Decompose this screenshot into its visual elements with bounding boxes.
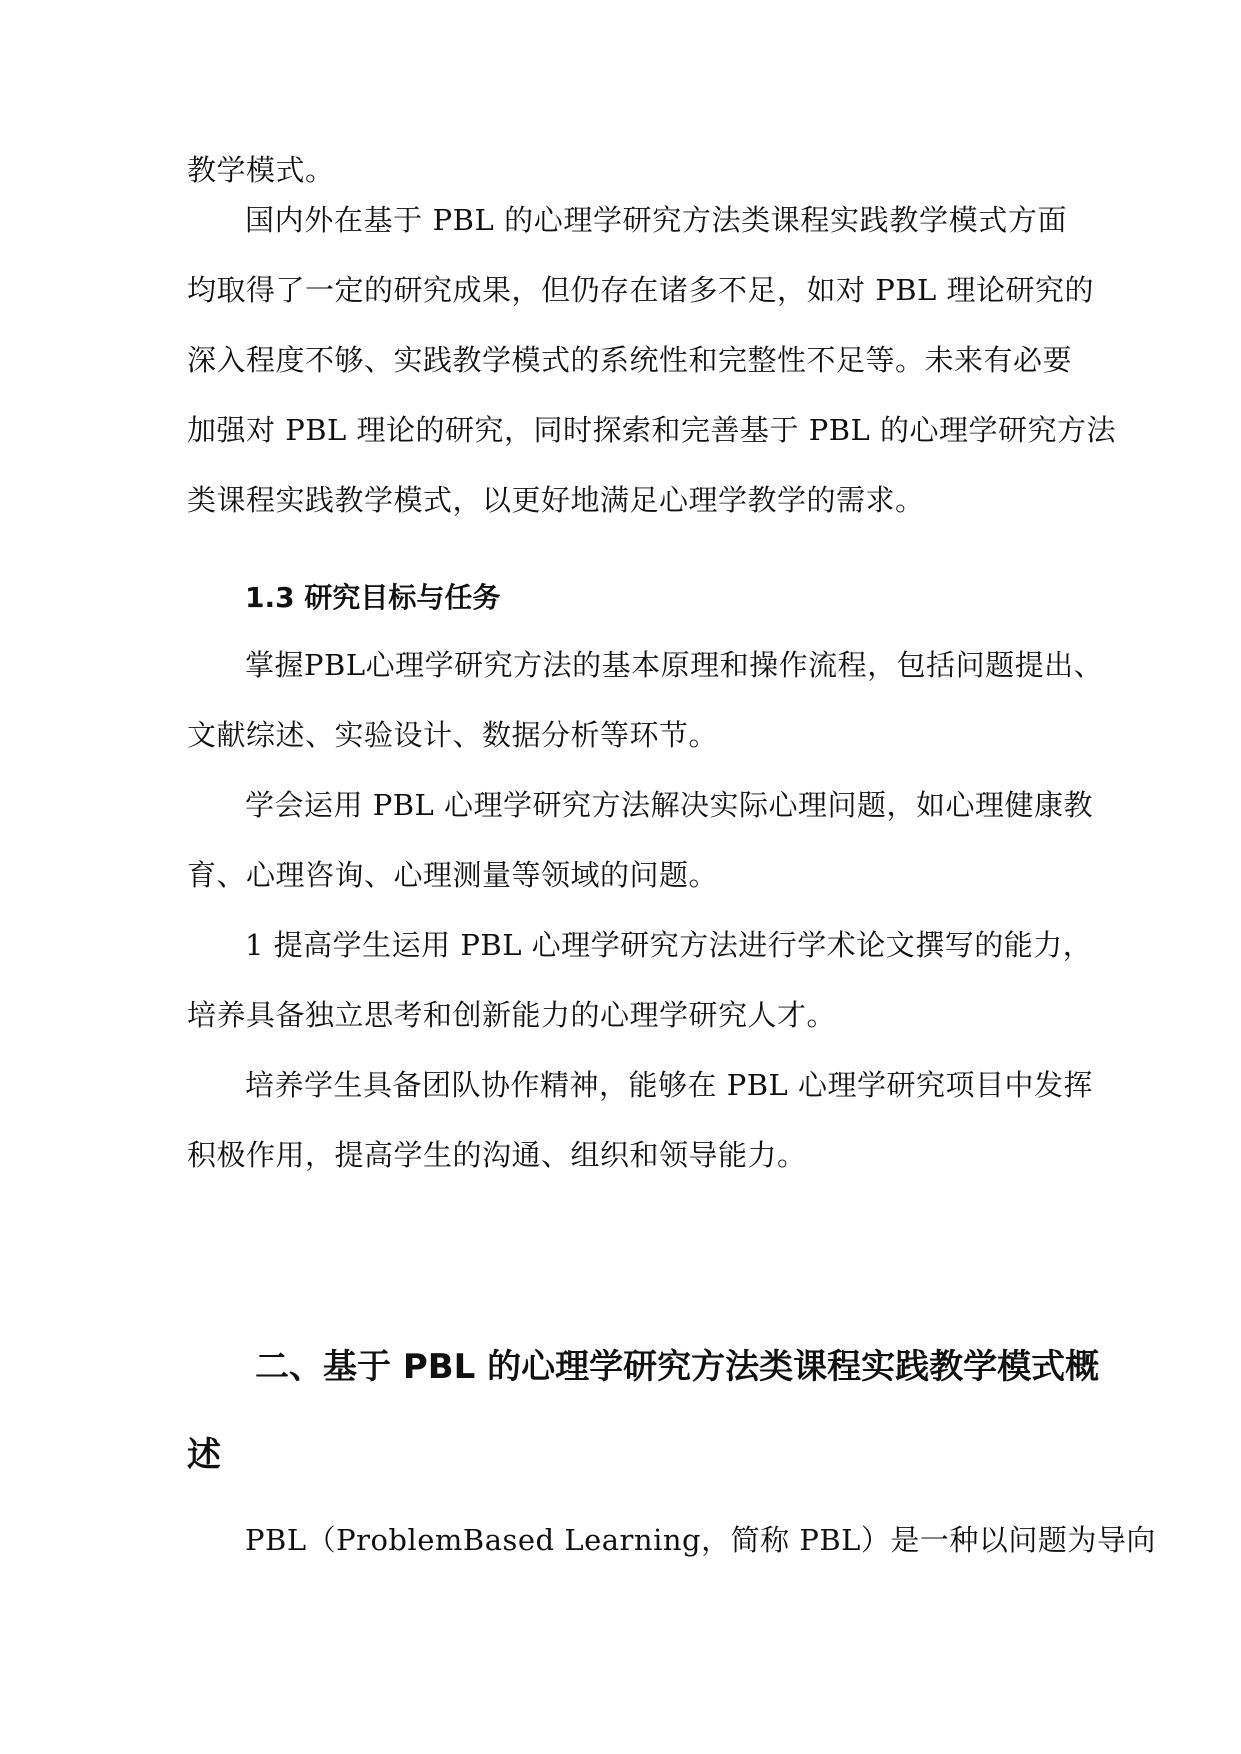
paragraph-line: 掌握PBL心理学研究方法的基本原理和操作流程，包括问题提出、	[245, 648, 1104, 682]
section-heading-line-1: 二、基于 PBL 的心理学研究方法类课程实践教学模式概	[255, 1347, 1100, 1387]
paragraph-line: 国内外在基于 PBL 的心理学研究方法类课程实践教学模式方面	[245, 203, 1067, 237]
paragraph-line: 培养学生具备团队协作精神，能够在 PBL 心理学研究项目中发挥	[245, 1068, 1094, 1102]
section-subheading: 1.3 研究目标与任务	[245, 581, 501, 614]
paragraph-line: 教学模式。	[187, 153, 335, 187]
paragraph-line: 培养具备独立思考和创新能力的心理学研究人才。	[187, 998, 837, 1032]
paragraph-line: 均取得了一定的研究成果，但仍存在诸多不足，如对 PBL 理论研究的	[187, 273, 1095, 307]
paragraph-line: 学会运用 PBL 心理学研究方法解决实际心理问题，如心理健康教	[245, 788, 1094, 822]
paragraph-line: 类课程实践教学模式，以更好地满足心理学教学的需求。	[187, 483, 925, 517]
paragraph-line: 1 提高学生运用 PBL 心理学研究方法进行学术论文撰写的能力，	[245, 928, 1093, 962]
paragraph-line: 深入程度不够、实践教学模式的系统性和完整性不足等。未来有必要	[187, 343, 1073, 377]
paragraph-line: PBL（ProblemBased Learning，简称 PBL）是一种以问题为导向	[245, 1523, 1156, 1557]
section-heading-line-2: 述	[187, 1435, 221, 1475]
paragraph-line: 育、心理咨询、心理测量等领域的问题。	[187, 858, 719, 892]
paragraph-line: 积极作用，提高学生的沟通、组织和领导能力。	[187, 1138, 807, 1172]
paragraph-line: 文献综述、实验设计、数据分析等环节。	[187, 718, 719, 752]
paragraph-line: 加强对 PBL 理论的研究，同时探索和完善基于 PBL 的心理学研究方法	[187, 413, 1117, 447]
